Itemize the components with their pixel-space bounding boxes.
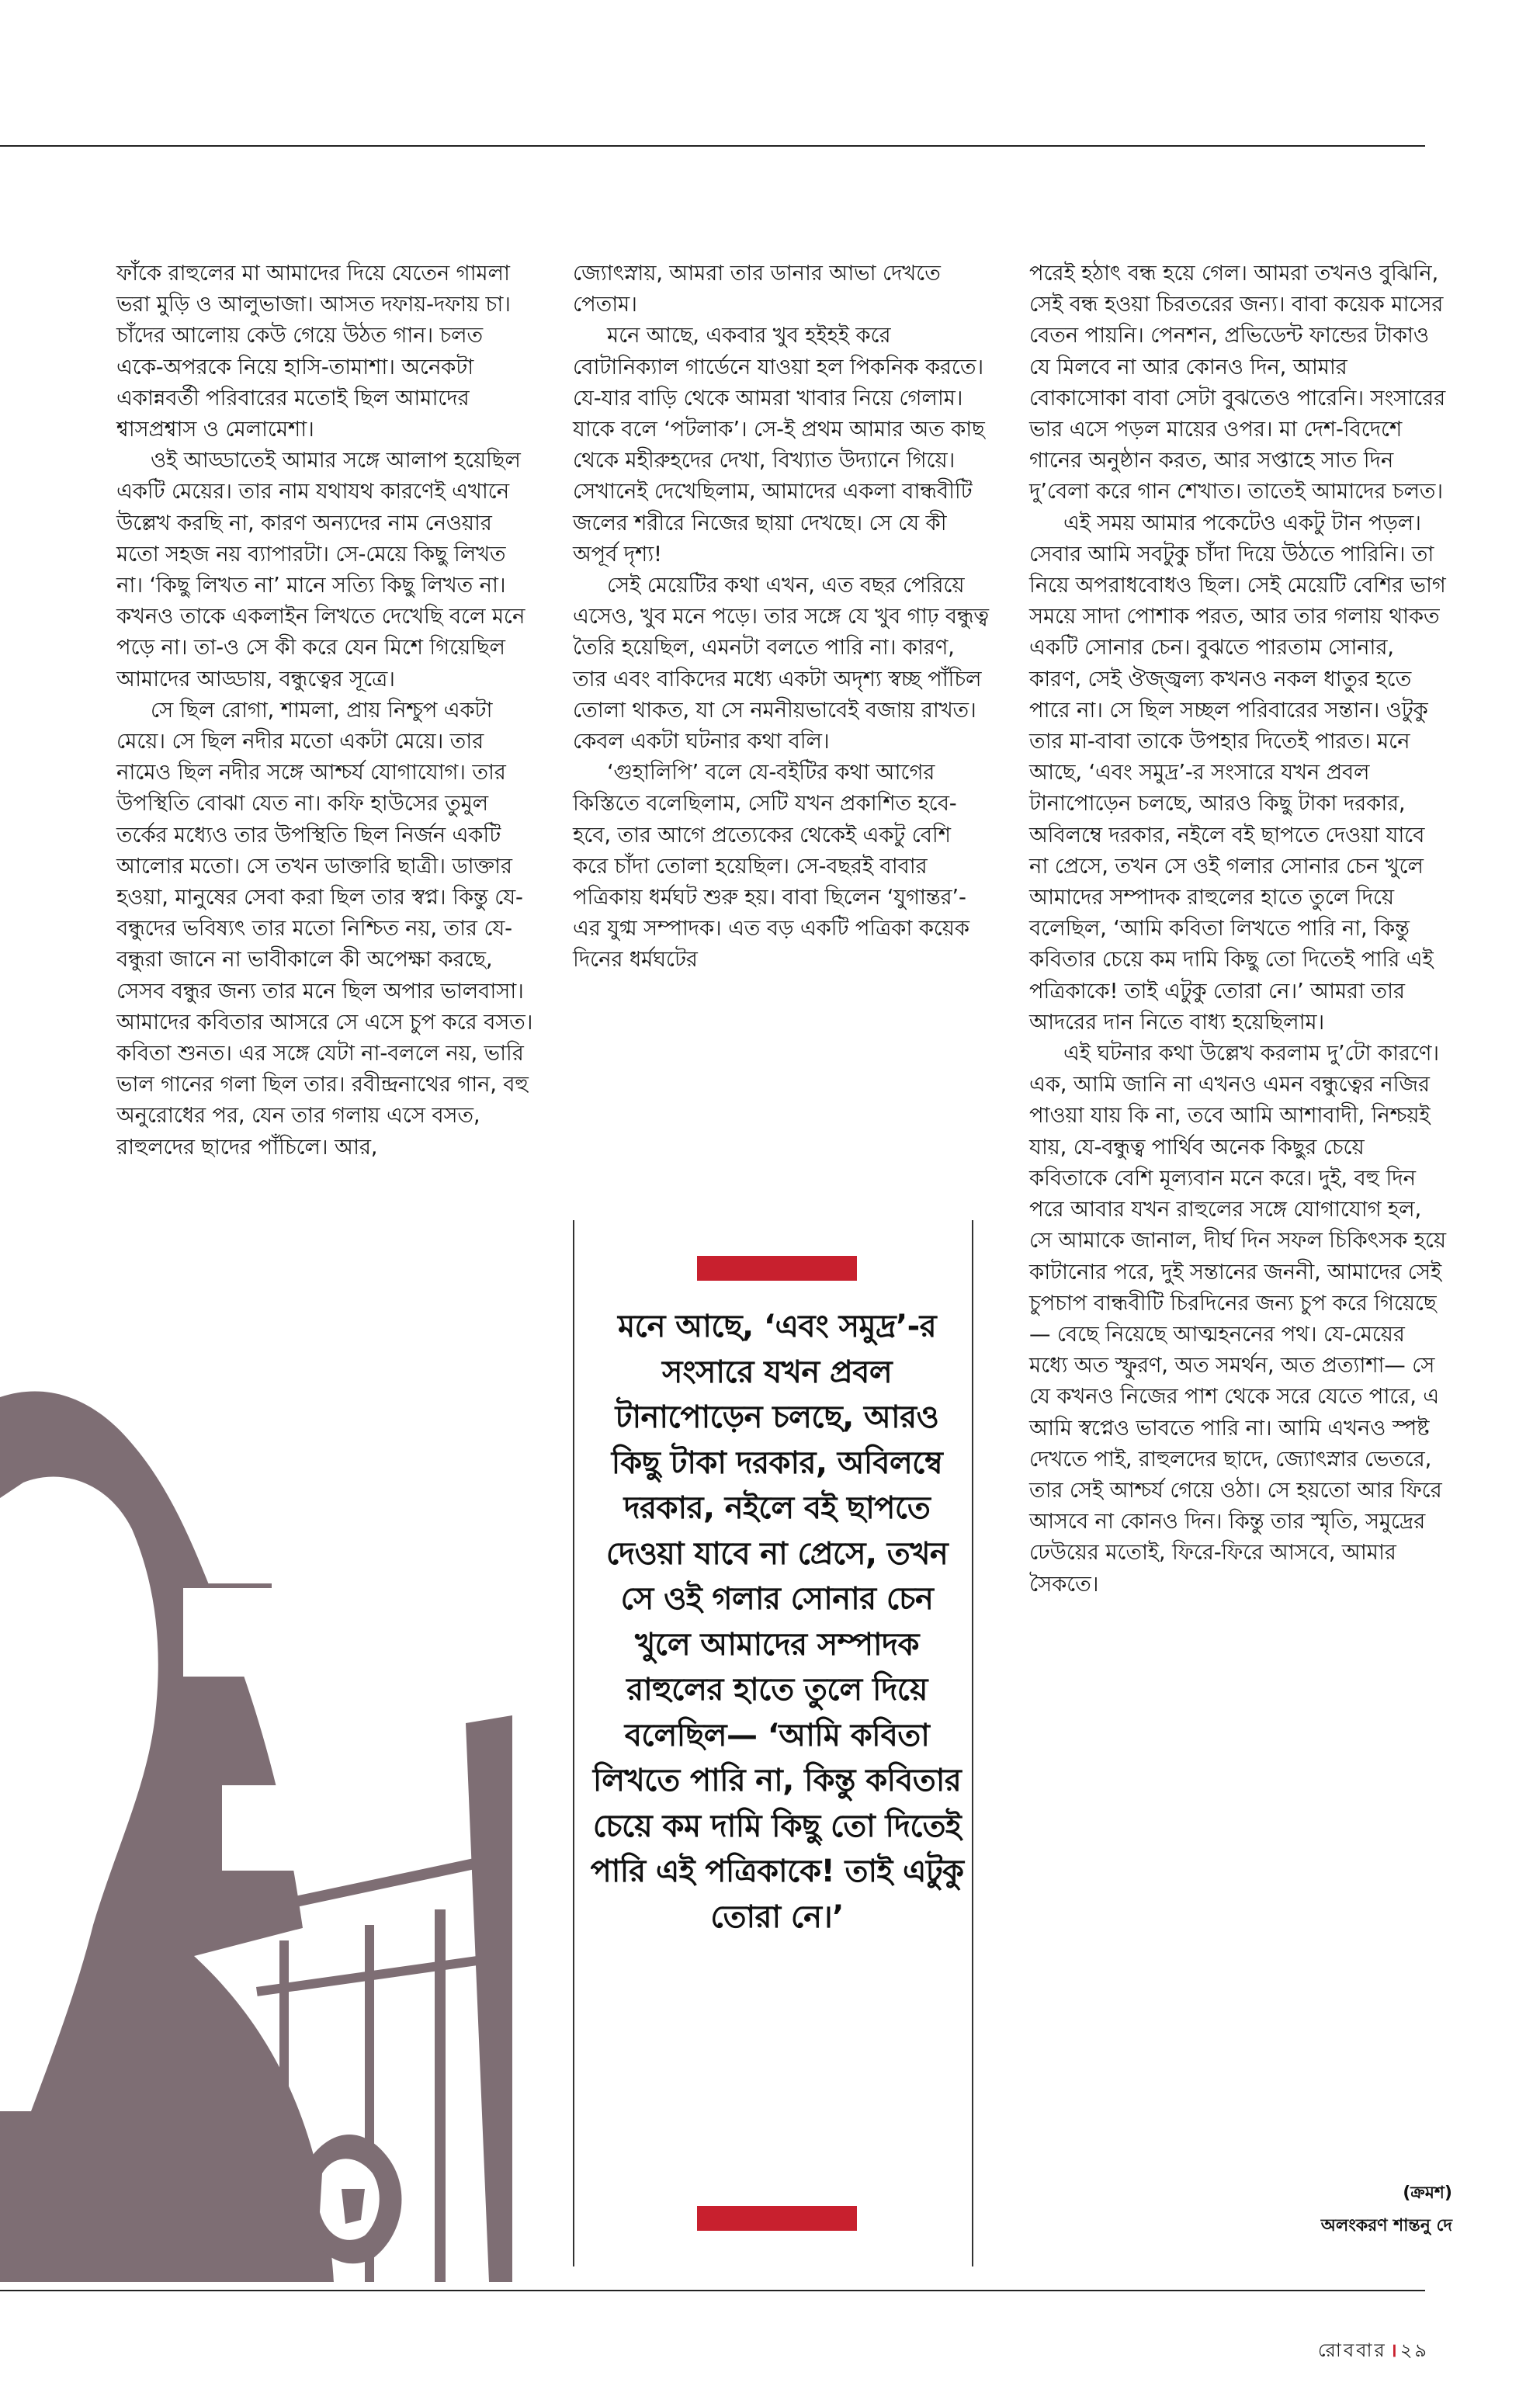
- paragraph: সেই মেয়েটির কথা এখন, এত বছর পেরিয়ে এসেও, খুব মনে পড়ে। তার সঙ্গে যে খুব গাঢ় বন্ধুত্ব তৈরি হয়েছিল, এমনটা বলতে পারি না। কারণ, তার এবং বাকিদের মধ্যে একটা অদৃশ্য স্বচ্ছ পাঁচিল তোলা থাকত, যা সে নমনীয়ভাবেই বজায় রাখত। কেবল একটা ঘটনার কথা বলি।: [573, 573, 989, 754]
- article-column-1: [116, 258, 536, 1163]
- illustration-credit: অলংকরণ শান্তনু দে: [1320, 2216, 1452, 2235]
- woman-sketch-illustration: [0, 1351, 512, 2282]
- footer-separator: ।: [1389, 2339, 1397, 2361]
- bottom-rule: [0, 2290, 1425, 2291]
- pullquote-top-bar: [697, 1256, 857, 1281]
- paragraph: এই সময় আমার পকেটেও একটু টান পড়ল। সেবার আমি সবটুকু চাঁদা দিয়ে উঠতে পারিনি। তা নিয়ে অপরাধবোধও ছিল। সেই মেয়েটি বেশির ভাগ সময়ে সাদা পোশাক পরত, আর তার গলায় থাকত একটি সোনার চেন। বুঝতে পারতাম সোনার, কারণ, সেই ঔজ্জ্বল্য কখনও নকল ধাতুর হতে পারে না। সে ছিল সচ্ছল পরিবারের সন্তান। ওটুকু তার মা-বাবা তাকে উপহার দিতেই পারত। মনে আছে, ‘এবং সমুদ্র’-র সংসারে যখন প্রবল টানাপোড়েন চলছে, আরও কিছু টাকা দরকার, অবিলম্বে দরকার, নইলে বই ছাপতে দেওয়া যাবে না প্রেসে, তখন সে ওই গলার সোনার চেন খুলে আমাদের সম্পাদক রাহুলের হাতে তুলে দিয়ে বলেছিল, ‘আমি কবিতা লিখতে পারি না, কিন্তু কবিতার চেয়ে কম দামি কিছু তো দিতেই পারি এই পত্রিকাকে! তাই এটুকু তোরা নে।’ আমরা তার আদরের দান নিতে বাধ্য হয়েছিলাম।: [1029, 510, 1446, 1035]
- paragraph: এই ঘটনার কথা উল্লেখ করলাম দু’টো কারণে। এক, আমি জানি না এখনও এমন বন্ধুত্বের নজির পাওয়া যায় কি না, তবে আমি আশাবাদী, নিশ্চয়ই যায়, যে-বন্ধুত্ব পার্থিব অনেক কিছুর চেয়ে কবিতাকে বেশি মূল্যবান মনে করে। দুই, বহু দিন পরে আবার যখন রাহুলের সঙ্গে যোগাযোগ হল, সে আমাকে জানাল, দীর্ঘ দিন সফল চিকিৎসক হয়ে কাটানোর পরে, দুই সন্তানের জননী, আমাদের সেই চুপচাপ বান্ধবীটি চিরদিনের জন্য চুপ করে গিয়েছে— বেছে নিয়েছে আত্মহননের পথ। যে-মেয়ের মধ্যে অত স্ফুরণ, অত সমর্থন, অত প্রত্যাশা— সে যে কখনও নিজের পাশ থেকে সরে যেতে পারে, এ আমি স্বপ্নেও ভাবতে পারি না। আমি এখনও স্পষ্ট দেখতে পাই, রাহুলদের ছাদে, জ্যোৎস্নার ভেতরে, তার সেই আশ্চর্য গেয়ে ওঠা। সে হয়তো আর ফিরে আসবে না কোনও দিন। কিন্তু তার স্মৃতি, সমুদ্রের ঢেউয়ের মতোই, ফিরে-ফিরে আসবে, আমার সৈকতে।: [1029, 1041, 1446, 1597]
- article-column-2: [573, 258, 990, 976]
- top-rule: [0, 145, 1425, 147]
- page-footer: [1318, 2336, 1429, 2367]
- pullquote-bottom-bar: [697, 2206, 857, 2231]
- pull-quote: মনে আছে, ‘এবং সমুদ্র’-র সংসারে যখন প্রবল টানাপোড়েন চলছে, আরও কিছু টাকা দরকার, অবিলম্বে দরকার, নইলে বই ছাপতে দেওয়া যাবে না প্রেসে, তখন সে ওই গলার সোনার চেন খুলে আমাদের সম্পাদক রাহুলের হাতে তুলে দিয়ে বলেছিল— ‘আমি কবিতা লিখতে পারি না, কিন্তু কবিতার চেয়ে কম দামি কিছু তো দিতেই পারি এই পত্রিকাকে! তাই এটুকু তোরা নে।’: [590, 1309, 964, 1935]
- paragraph: সে ছিল রোগা, শামলা, প্রায় নিশ্চুপ একটা মেয়ে। সে ছিল নদীর মতো একটা মেয়ে। তার নামেও ছিল নদীর সঙ্গে আশ্চর্য যোগাযোগ। তার উপস্থিতি বোঝা যেত না। কফি হাউসের তুমুল তর্কের মধ্যেও তার উপস্থিতি ছিল নির্জন একটি আলোর মতো। সে তখন ডাক্তারি ছাত্রী। ডাক্তার হওয়া, মানুষের সেবা করা ছিল তার স্বপ্ন। কিন্তু যে-বন্ধুদের ভবিষ্যৎ তার মতো নিশ্চিত নয়, তার যে-বন্ধুরা জানে না ভাবীকালে কী অপেক্ষা করছে, সেসব বন্ধুর জন্য তার মনে ছিল অপার ভালবাসা। আমাদের কবিতার আসরে সে এসে চুপ করে বসত। কবিতা শুনত। এর সঙ্গে যেটা না-বললে নয়, ভারি ভাল গানের গলা ছিল তার। রবীন্দ্রনাথের গান, বহু অনুরোধের পর, যেন তার গলায় এসে বসত, রাহুলদের ছাদের পাঁচিলে। আর,: [116, 697, 533, 1160]
- paragraph: ফাঁকে রাহুলের মা আমাদের দিয়ে যেতেন গামলা ভরা মুড়ি ও আলুভাজা। আসত দফায়-দফায় চা। চাঁদের আলোয় কেউ গেয়ে উঠত গান। চলত একে-অপরকে নিয়ে হাসি-তামাশা। অনেকটা একান্নবর্তী পরিবারের মতোই ছিল আমাদের শ্বাসপ্রশ্বাস ও মেলামেশা।: [116, 261, 511, 442]
- paragraph: ‘গুহালিপি’ বলে যে-বইটির কথা আগের কিস্তিতে বলেছিলাম, সেটি যখন প্রকাশিত হবে-হবে, তার আগে প্রত্যেকের থেকেই একটু বেশি করে চাঁদা তোলা হয়েছিল। সে-বছরই বাবার পত্রিকায় ধর্মঘট শুরু হয়। বাবা ছিলেন ‘যুগান্তর’-এর যুগ্ম সম্পাদক। এত বড় একটি পত্রিকা কয়েক দিনের ধর্মঘটের: [573, 760, 969, 973]
- magazine-name: রোববার: [1317, 2339, 1387, 2361]
- page-number: ২৯: [1400, 2339, 1429, 2361]
- paragraph: জ্যোৎস্নায়, আমরা তার ডানার আভা দেখতে পেতাম।: [573, 261, 941, 317]
- paragraph: পরেই হঠাৎ বন্ধ হয়ে গেল। আমরা তখনও বুঝিনি, সেই বন্ধ হওয়া চিরতরের জন্য। বাবা কয়েক মাসের বেতন পায়নি। পেনশন, প্রভিডেন্ট ফান্ডের টাকাও যে মিলবে না আর কোনও দিন, আমার বোকাসোকা বাবা সেটা বুঝতেও পারেনি। সংসারের ভার এসে পড়ল মায়ের ওপর। মা দেশ-বিদেশে গানের অনুষ্ঠান করত, আর সপ্তাহে সাত দিন দু’বেলা করে গান শেখাত। তাতেই আমাদের চলত।: [1029, 261, 1446, 505]
- pullquote-left-rule: [573, 1220, 574, 2266]
- pullquote-right-rule: [972, 1220, 973, 2266]
- article-column-3: [1029, 258, 1447, 1600]
- paragraph: ওই আড্ডাতেই আমার সঙ্গে আলাপ হয়েছিল একটি মেয়ের। তার নাম যথাযথ কারণেই এখানে উল্লেখ করছি না, কারণ অন্যদের নাম নেওয়ার মতো সহজ নয় ব্যাপারটা। সে-মেয়ে কিছু লিখত না। ‘কিছু লিখত না’ মানে সত্যি কিছু লিখত না। কখনও তাকে একলাইন লিখতে দেখেছি বলে মনে পড়ে না। তা-ও সে কী করে যেন মিশে গিয়েছিল আমাদের আড্ডায়, বন্ধুত্বের সূত্রে।: [116, 448, 525, 692]
- paragraph: মনে আছে, একবার খুব হইহই করে বোটানিক্যাল গার্ডেনে যাওয়া হল পিকনিক করতে। যে-যার বাড়ি থেকে আমরা খাবার নিয়ে গেলাম। যাকে বলে ‘পটলাক’। সে-ই প্রথম আমার অত কাছ থেকে মহীরুহদের দেখা, বিখ্যাত উদ্যানে গিয়ে। সেখানেই দেখেছিলাম, আমাদের একলা বান্ধবীটি জলের শরীরে নিজের ছায়া দেখছে। সে যে কী অপূর্ব দৃশ্য!: [573, 323, 985, 567]
- continued-label: (ক্রমশ): [1403, 2183, 1452, 2203]
